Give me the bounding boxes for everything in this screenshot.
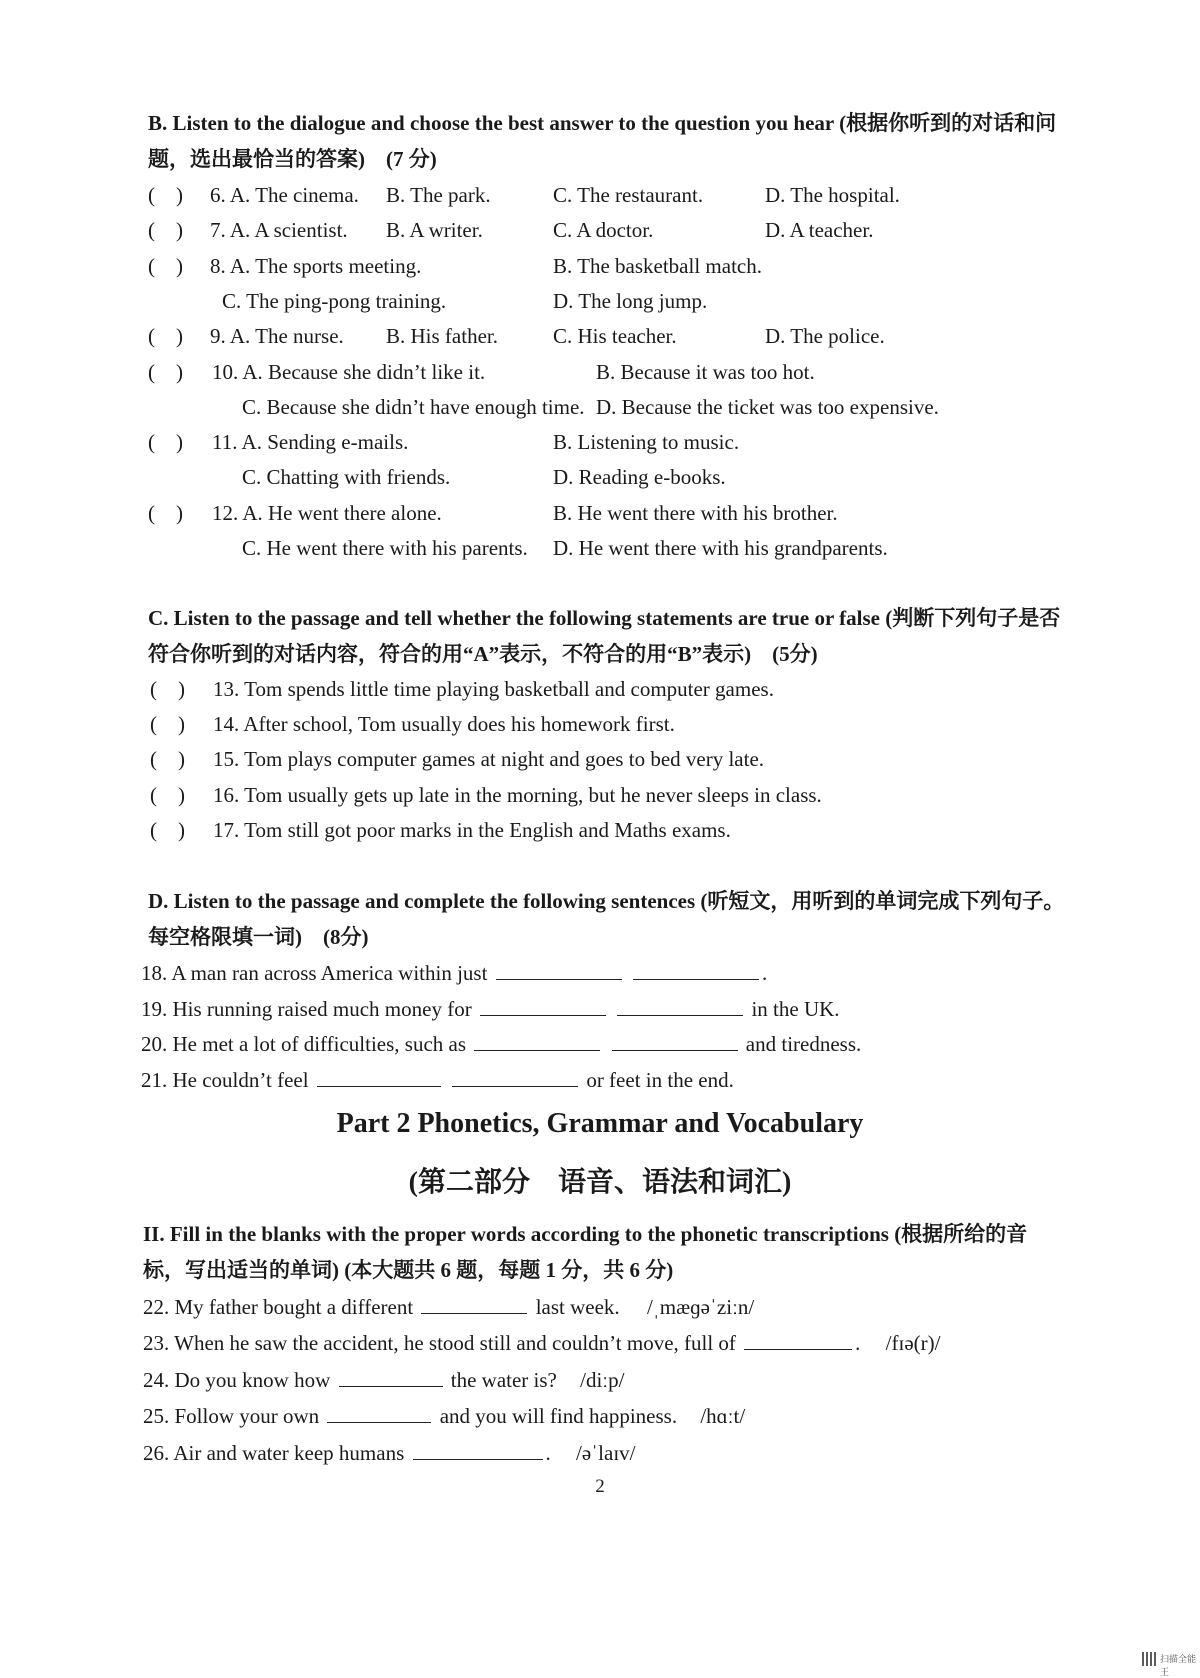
answer-paren: ( ) <box>148 324 183 348</box>
blank-24[interactable] <box>339 1366 443 1387</box>
answer-paren: ( ) <box>148 501 183 525</box>
blank-26[interactable] <box>413 1439 543 1460</box>
sentence-23: 23. When he saw the accident, he stood still and couldn’t move, full of . /fɪə(r)/ <box>143 1331 941 1355</box>
answer-paren: ( ) <box>148 430 183 454</box>
ipa-24: /diːp/ <box>580 1368 625 1392</box>
q6-option-a: 6. A. The cinema. <box>210 183 359 207</box>
q9-option-b: B. His father. <box>386 324 498 348</box>
q12-option-d: D. He went there with his grandparents. <box>553 536 888 560</box>
q7-option-a: 7. A. A scientist. <box>210 218 348 242</box>
sentence-22: 22. My father bought a different last week. /ˌmæɡəˈziːn/ <box>143 1295 755 1319</box>
sentence-25: 25. Follow your own and you will find happiness. /hɑːt/ <box>143 1404 746 1428</box>
q12-option-c: C. He went there with his parents. <box>242 536 528 560</box>
answer-paren: ( ) <box>150 818 185 842</box>
q11-option-b: B. Listening to music. <box>553 430 740 454</box>
q11-option-a: 11. A. Sending e-mails. <box>212 430 409 454</box>
scanner-watermark: 扫描全能王 <box>1160 1655 1197 1678</box>
qr-code-icon <box>1142 1652 1156 1666</box>
answer-paren: ( ) <box>148 183 183 207</box>
section-b-heading: B. Listen to the dialogue and choose the best answer to the question you hear (根据你听到的对话和问题，选出最恰当的答案) (7 分) <box>148 111 1057 171</box>
q8-option-a: 8. A. The sports meeting. <box>210 254 422 278</box>
q9-option-d: D. The police. <box>765 324 885 348</box>
statement-15: 15. Tom plays computer games at night and goes to bed very late. <box>213 747 765 771</box>
q12-option-a: 12. A. He went there alone. <box>212 501 442 525</box>
section-ii-heading: II. Fill in the blanks with the proper words according to the phonetic transcriptions (根据所给的音标，写出适当的单词) (本大题共 6 题，每题 1 分，共 6 分) <box>143 1222 1028 1282</box>
ipa-23: /fɪə(r)/ <box>885 1331 941 1355</box>
ipa-25: /hɑːt/ <box>700 1404 746 1428</box>
part2-title-cn: (第二部分 语音、语法和词汇) <box>408 1167 792 1198</box>
blank-20b[interactable] <box>612 1030 738 1051</box>
sentence-20: 20. He met a lot of difficulties, such as and tiredness. <box>141 1032 862 1056</box>
section-d-heading: D. Listen to the passage and complete the following sentences (听短文，用听到的单词完成下列句子。每空格限填一词) (8分) <box>148 889 1065 949</box>
q10-option-d: D. Because the ticket was too expensive. <box>596 395 939 419</box>
blank-20a[interactable] <box>474 1030 600 1051</box>
q7-option-d: D. A teacher. <box>765 218 874 242</box>
q9-option-a: 9. A. The nurse. <box>210 324 344 348</box>
q11-option-d: D. Reading e-books. <box>553 465 726 489</box>
blank-18b[interactable] <box>633 959 759 980</box>
statement-17: 17. Tom still got poor marks in the English and Maths exams. <box>213 818 731 842</box>
blank-19a[interactable] <box>480 995 606 1016</box>
q12-option-b: B. He went there with his brother. <box>553 501 838 525</box>
sentence-21: 21. He couldn’t feel or feet in the end. <box>141 1068 734 1092</box>
answer-paren: ( ) <box>148 254 183 278</box>
blank-22[interactable] <box>421 1293 527 1314</box>
blank-21a[interactable] <box>317 1066 441 1087</box>
blank-19b[interactable] <box>617 995 743 1016</box>
ipa-22: /ˌmæɡəˈziːn/ <box>646 1295 755 1319</box>
q10-option-c: C. Because she didn’t have enough time. <box>242 395 585 419</box>
sentence-19: 19. His running raised much money for in the UK. <box>141 997 840 1021</box>
part2-title-en: Part 2 Phonetics, Grammar and Vocabulary <box>336 1108 864 1139</box>
q8-option-b: B. The basketball match. <box>553 254 762 278</box>
q6-option-b: B. The park. <box>386 183 491 207</box>
answer-paren: ( ) <box>148 218 183 242</box>
statement-13: 13. Tom spends little time playing basketball and computer games. <box>213 677 774 701</box>
blank-21b[interactable] <box>452 1066 578 1087</box>
sentence-26: 26. Air and water keep humans . /əˈlaɪv/ <box>143 1441 636 1465</box>
blank-25[interactable] <box>327 1402 431 1423</box>
q6-option-c: C. The restaurant. <box>553 183 704 207</box>
answer-paren: ( ) <box>150 783 185 807</box>
q7-option-c: C. A doctor. <box>553 218 654 242</box>
statement-14: 14. After school, Tom usually does his homework first. <box>213 712 675 736</box>
blank-18a[interactable] <box>496 959 622 980</box>
answer-paren: ( ) <box>148 360 183 384</box>
ipa-26: /əˈlaɪv/ <box>576 1441 636 1465</box>
answer-paren: ( ) <box>150 677 185 701</box>
q7-option-b: B. A writer. <box>386 218 483 242</box>
q10-option-a: 10. A. Because she didn’t like it. <box>212 360 486 384</box>
q8-option-c: C. The ping-pong training. <box>222 289 447 313</box>
answer-paren: ( ) <box>150 747 185 771</box>
q10-option-b: B. Because it was too hot. <box>596 360 815 384</box>
blank-23[interactable] <box>744 1329 852 1350</box>
section-c-heading: C. Listen to the passage and tell whether the following statements are true or false (判断下列句子是否符合你听到的对话内容，符合的用“A”表示，不符合的用“B”表示) (5分) <box>148 606 1061 666</box>
page-number: 2 <box>595 1476 605 1497</box>
q11-option-c: C. Chatting with friends. <box>242 465 451 489</box>
sentence-18: 18. A man ran across America within just . <box>141 961 768 985</box>
q9-option-c: C. His teacher. <box>553 324 677 348</box>
statement-16: 16. Tom usually gets up late in the morning, but he never sleeps in class. <box>213 783 822 807</box>
q6-option-d: D. The hospital. <box>765 183 900 207</box>
sentence-24: 24. Do you know how the water is? /diːp/ <box>143 1368 625 1392</box>
q8-option-d: D. The long jump. <box>553 289 708 313</box>
answer-paren: ( ) <box>150 712 185 736</box>
